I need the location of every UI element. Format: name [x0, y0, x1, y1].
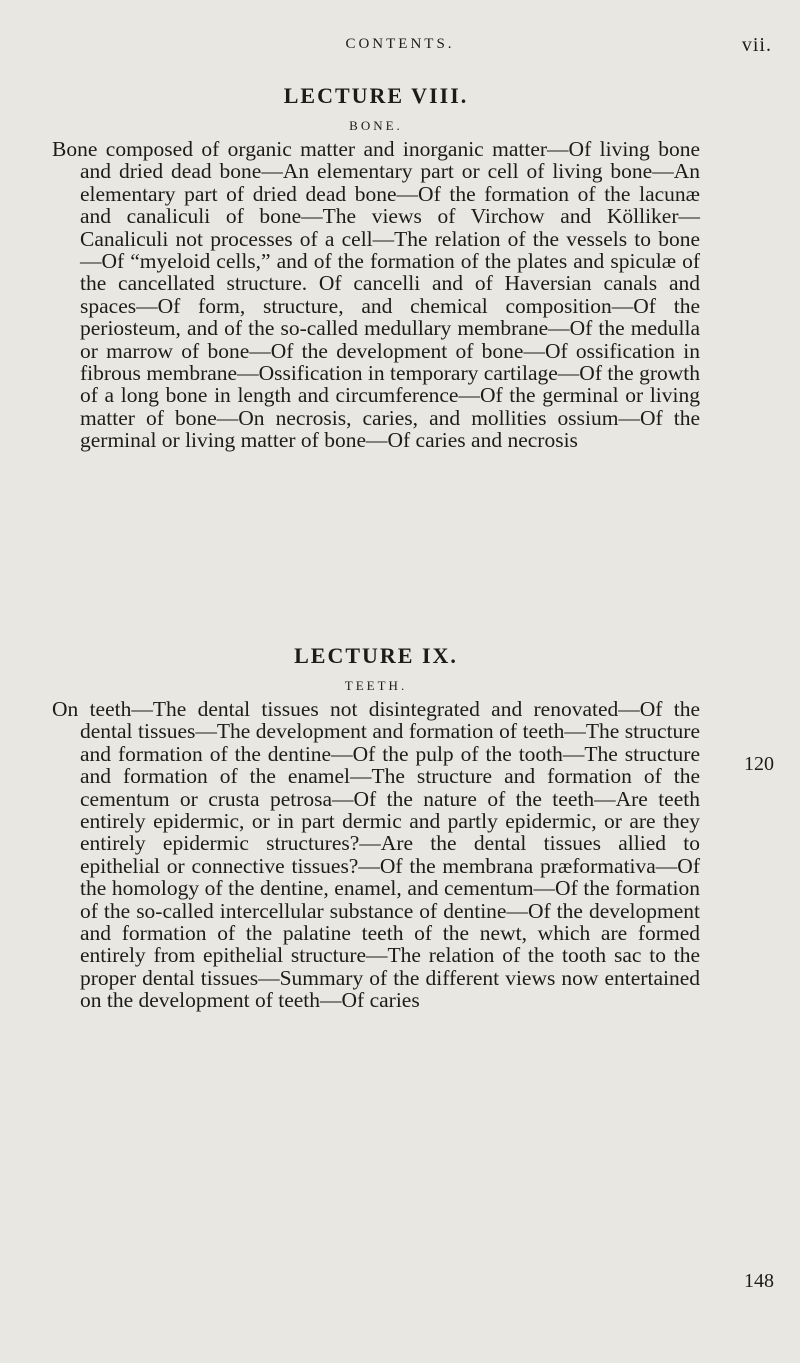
lecture-summary: [52, 698, 700, 1012]
running-head: [0, 34, 800, 60]
lecture-viii-section: [52, 82, 700, 452]
running-head-title: CONTENTS.: [345, 36, 455, 52]
lecture-ix-section: [52, 642, 700, 1012]
page-reference: 120: [744, 753, 774, 775]
lecture-summary-text: On teeth—The dental tissues not disintegrated and renovated—Of the dental tissues—The development and formation of teeth—The structure and formation of the dentine—Of the pulp of the tooth—The structure and formation of the enamel—The structure and formation of the cementum or crusta petrosa—Of the nature of the teeth—Are teeth entirely epidermic, or in part dermic and partly epidermic, or are they entirely epidermic structures?—Are the dental tissues allied to epithelial or connective tissues?—Of the membrana præformativa—Of the homology of the dentine, enamel, and cementum—Of the formation of the so-called intercellular substance of dentine—Of the development and formation of the palatine teeth of the newt, which are formed entirely from epithelial structure—The relation of the tooth sac to the proper dental tissues—Summary of the different views now entertained on the development of teeth—Of caries: [52, 697, 700, 1013]
lecture-summary: [52, 138, 700, 452]
lecture-heading: LECTURE VIII.: [283, 83, 469, 108]
folio-number: vii.: [741, 34, 772, 56]
page-reference: 148: [744, 1270, 774, 1292]
lecture-heading: LECTURE IX.: [294, 643, 458, 668]
lecture-subject: BONE.: [349, 118, 403, 133]
lecture-summary-text: Bone composed of organic matter and inorganic matter—Of living bone and dried dead bone—An elementary part or cell of living bone—An elementary part of dried dead bone—Of the formation of the lacunæ and canaliculi of bone—The views of Virchow and Kölliker—Canaliculi not processes of a cell—The relation of the vessels to bone—Of “myeloid cells,” and of the formation of the plates and spiculæ of the cancellated structure. Of cancelli and of Haversian canals and spaces—Of form, structure, and chemical composition—Of the periosteum, and of the so-called medullary membrane—Of the medulla or marrow of bone—Of the development of bone—Of ossification in fibrous membrane—Ossification in temporary cartilage—Of the growth of a long bone in length and circumference—Of the germinal or living matter of bone—On necrosis, caries, and mollities ossium—Of the germinal or living matter of bone—Of caries and necrosis: [52, 137, 700, 453]
lecture-subject: TEETH.: [344, 678, 408, 693]
